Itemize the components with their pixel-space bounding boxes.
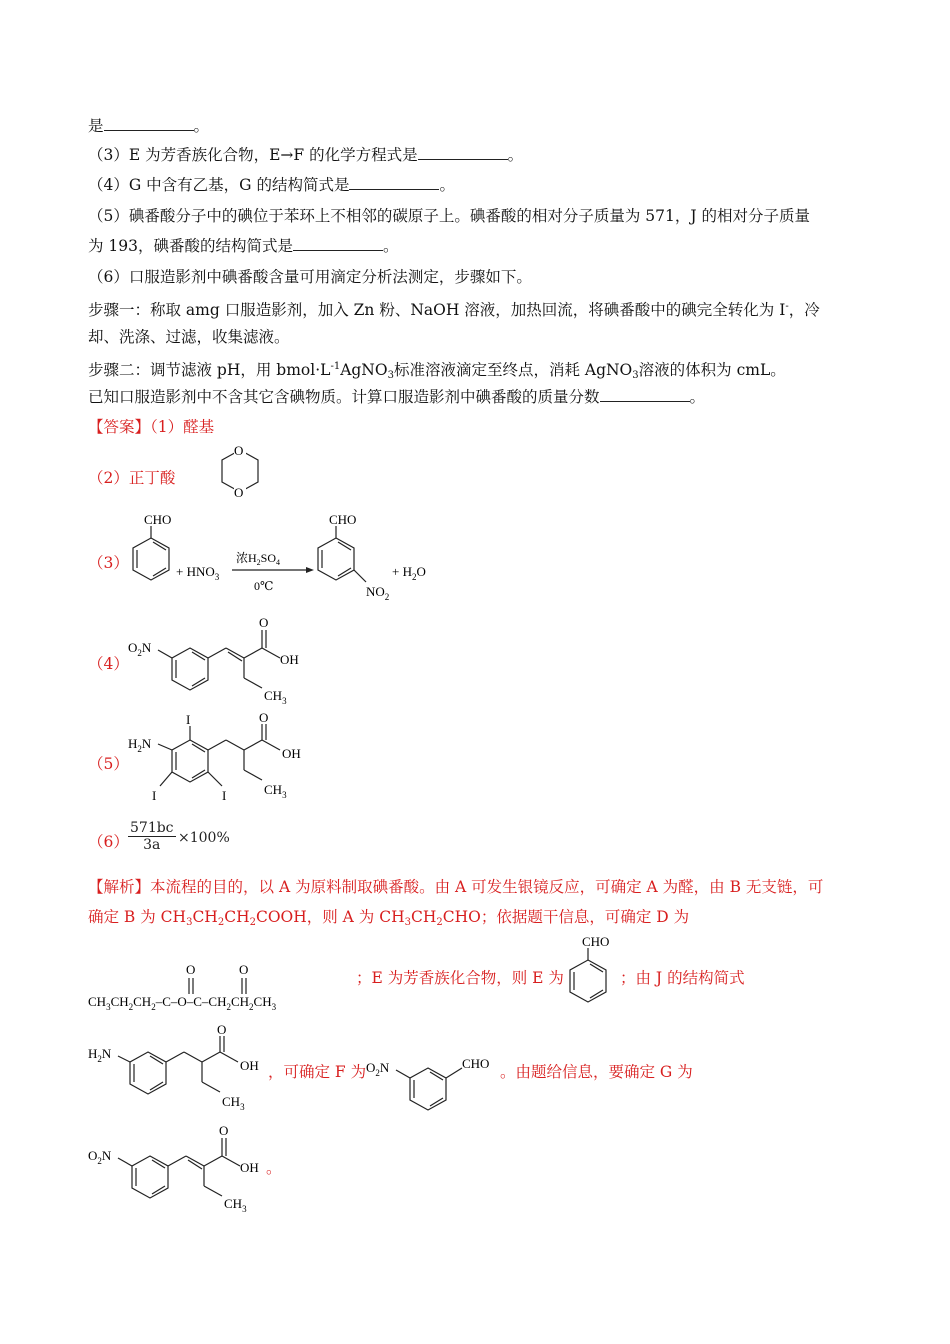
answer-3-label: （3） bbox=[88, 554, 129, 572]
svg-text:I: I bbox=[186, 712, 191, 727]
svg-text:CHO: CHO bbox=[582, 934, 610, 949]
svg-text:0℃: 0℃ bbox=[254, 579, 274, 593]
answer-4-label: （4） bbox=[88, 655, 129, 673]
svg-text:O: O bbox=[239, 962, 249, 977]
svg-text:CH3: $CH_3$ bbox=[224, 1196, 247, 1214]
final-question: 已知口服造影剂中不含其它含碘物质。计算口服造影剂中碘番酸的质量分数 。 bbox=[88, 388, 706, 406]
svg-text:O: O bbox=[219, 1123, 229, 1138]
svg-text:CHO: CHO bbox=[462, 1056, 490, 1071]
answer-6-fraction: 571bc 3a bbox=[130, 820, 174, 853]
answer-5-label: （5） bbox=[88, 755, 129, 773]
svg-text:I: I bbox=[222, 788, 227, 803]
svg-text:CH3: $CH_3$ bbox=[264, 688, 287, 706]
q2-tail-line: 是 。 bbox=[88, 117, 210, 135]
svg-text:CH3: $CH_3$ bbox=[222, 1094, 245, 1112]
benzaldehyde-e-structure bbox=[566, 930, 626, 1015]
compound-f-structure bbox=[366, 1040, 516, 1115]
analysis-line4b: 。由题给信息，要确定 G 为 bbox=[500, 1063, 693, 1081]
analysis-line1: 【解析】本流程的目的，以 A 为原料制取碘番酸。由 A 可发生银镜反应，可确定 A 为醛，由 B 无支链，可 bbox=[88, 878, 824, 896]
anhydride-d-structure bbox=[86, 958, 356, 1018]
answer-2: （2）正丁酸 bbox=[88, 469, 176, 487]
svg-text:CH3: $CH_3$ bbox=[264, 782, 287, 800]
analysis-line4a: ，可确定 F 为 bbox=[268, 1063, 367, 1081]
answer-6-label: （6） bbox=[88, 833, 129, 851]
answer-blank bbox=[104, 116, 194, 131]
compound-g-structure bbox=[126, 612, 326, 707]
answer-blank bbox=[600, 387, 690, 402]
svg-text:O2N: $O_2N$ bbox=[128, 640, 152, 658]
analysis-line5: 。 bbox=[266, 1159, 282, 1177]
svg-text:O: O bbox=[217, 1022, 227, 1037]
question-5-line2: 为 193，碘番酸的结构简式是 。 bbox=[88, 237, 399, 255]
analysis-line3a: ；E 为芳香族化合物，则 E 为 bbox=[356, 969, 564, 987]
question-6: （6）口服造影剂中碘番酸含量可用滴定分析法测定，步骤如下。 bbox=[88, 268, 532, 286]
answer-blank bbox=[349, 175, 439, 190]
step1-line2: 却、洗涤、过滤，收集滤液。 bbox=[88, 328, 290, 346]
answer-blank bbox=[293, 236, 383, 251]
svg-text:CHO: CHO bbox=[329, 512, 357, 527]
step1-line1: 步骤一：称取 amg 口服造影剂，加入 Zn 粉、NaOH 溶液，加热回流，将碘番酸中的碘完全转化为 I-，冷 bbox=[88, 301, 820, 319]
svg-text:OH: OH bbox=[282, 746, 301, 761]
svg-text:O: O bbox=[186, 962, 196, 977]
svg-text:CHO: CHO bbox=[144, 512, 172, 527]
analysis-line3b: ；由 J 的结构简式 bbox=[620, 969, 745, 987]
svg-text:+ H2O: + $H_2O$ bbox=[392, 564, 426, 582]
svg-text:O2N: $O_2N$ bbox=[366, 1060, 390, 1078]
nitration-reaction bbox=[126, 510, 456, 610]
question-4: （4）G 中含有乙基，G 的结构简式是 。 bbox=[88, 176, 455, 194]
svg-text:H2N: $H_2N$ bbox=[88, 1046, 112, 1064]
svg-text:O: O bbox=[234, 443, 244, 458]
svg-text:O2N: $O_2N$ bbox=[88, 1148, 112, 1166]
svg-text:+ HNO3: + $HNO_3$ bbox=[176, 564, 220, 582]
svg-text:OH: OH bbox=[240, 1058, 259, 1073]
step2-line: 步骤二：调节滤液 pH，用 $bmol\cdot L^{-1}AgNO_3$标准溶液滴定至终点，消耗 AgNO$_3$溶液的体积为 cmL。 bbox=[88, 361, 786, 381]
compound-g-analysis-structure bbox=[86, 1120, 286, 1215]
svg-text:I: I bbox=[152, 788, 157, 803]
compound-j-structure bbox=[86, 1022, 276, 1117]
svg-text:浓H2SO4: 浓$H_2SO_4$ bbox=[236, 551, 281, 567]
answer-1: 【答案】（1）醛基 bbox=[88, 418, 215, 436]
answer-blank bbox=[418, 145, 508, 160]
dioxane-structure bbox=[220, 440, 270, 510]
svg-text:OH: OH bbox=[240, 1160, 259, 1175]
svg-text:O: O bbox=[259, 710, 269, 725]
analysis-line2: 确定 B 为 $CH_3CH_2CH_2COOH$，则 A 为 $CH_3CH_2CHO$；依据题干信息，可确定 D 为 bbox=[88, 908, 690, 928]
question-3: （3）E 为芳香族化合物，E→F 的化学方程式是 。 bbox=[88, 146, 524, 164]
svg-text:O: O bbox=[259, 615, 269, 630]
iopanoic-acid-structure bbox=[126, 712, 326, 812]
svg-text:CH3CH2CH2–C–O–C–CH2CH2CH3: $CH_3CH_2CH_2-C-O-C-CH_2CH_2CH_3$ bbox=[88, 994, 277, 1012]
svg-text:OH: OH bbox=[280, 652, 299, 667]
answer-6-percent: ×100% bbox=[178, 830, 230, 846]
svg-text:O: O bbox=[234, 485, 244, 500]
question-5-line1: （5）碘番酸分子中的碘位于苯环上不相邻的碳原子上。碘番酸的相对分子质量为 571，J 的相对分子质量 bbox=[88, 207, 811, 225]
svg-text:NO2: $NO_2$ bbox=[366, 584, 390, 602]
svg-text:H2N: $H_2N$ bbox=[128, 736, 152, 754]
